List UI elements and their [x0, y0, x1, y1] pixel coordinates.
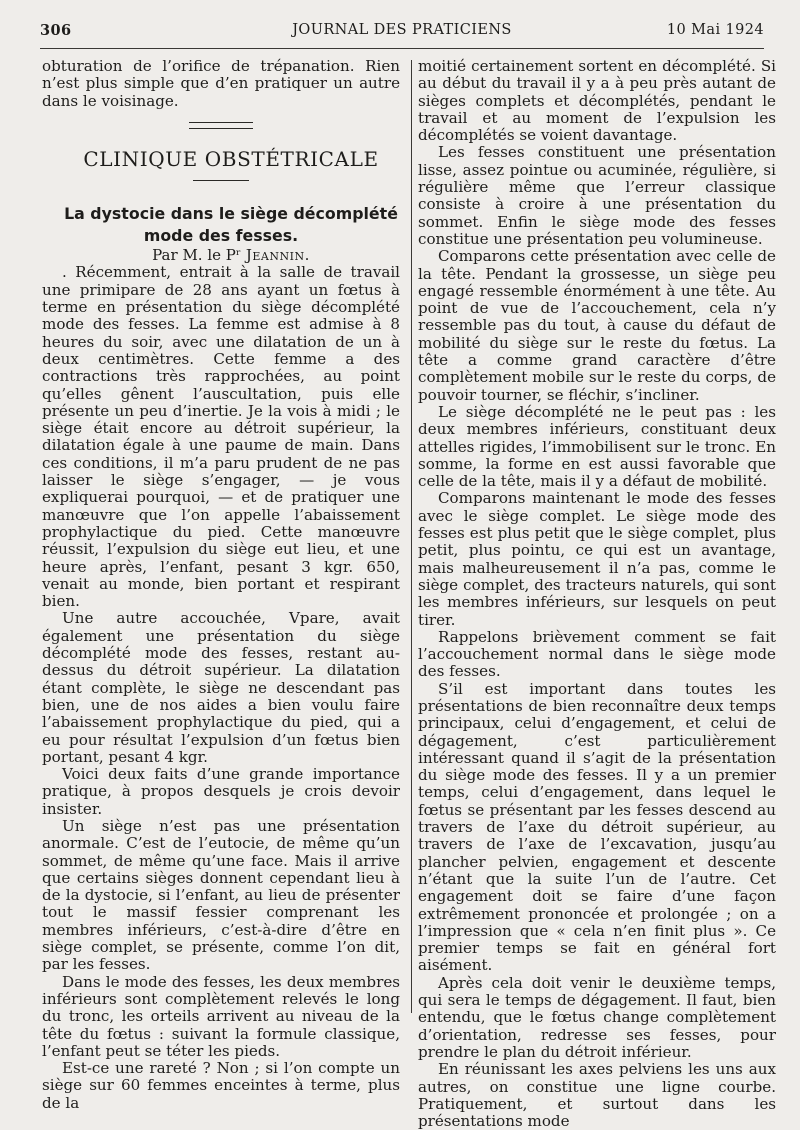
journal-title: JOURNAL DES PRATICIENS: [292, 22, 512, 38]
body-paragraph: Rappelons brièvement comment se fait l’accouchement normal dans le siège mode des fesses.: [418, 627, 776, 681]
body-paragraph: En réunissant les axes pelviens les uns aux autres, on constitue une ligne courbe. Pratiquement, et surtout dans les présentations mode: [418, 1060, 776, 1130]
page-number: 306: [40, 22, 72, 39]
left-column: [42, 58, 400, 1112]
body-paragraph: Un siège n’est pas une présentation anormale. C’est de l’eutocie, de même qu’un sommet, de même qu’une face. Mais il arrive que certains sièges donnent cependant lieu à de la dystocie, si l’enfant, au lieu de présenter tout le massif fessier comprenant les membres inférieurs, c’est-à-dire d’être en siège complet, se présente, comme l’on dit, par les fesses.: [42, 816, 400, 974]
header-rule: [40, 48, 764, 49]
section-title: CLINIQUE OBSTÉTRICALE: [83, 146, 379, 171]
article-title: La dystocie dans le siège décomplété mode des fesses.: [64, 204, 398, 246]
author-prefix: Par M. le Pʳ: [152, 246, 242, 265]
body-paragraph: Comparons cette présentation avec celle de la tête. Pendant la grossesse, un siège peu engagé ressemble énormément à une tête. Au point de vue de l’accouchement, cela n’y ressemble pas du tout, à cause du défaut de mobilité du siège sur le reste du fœtus. La tête a comme grand caractère d’être complètement mobile sur le reste du corps, de pouvoir tourner, se fléchir, s’incliner.: [418, 247, 776, 404]
body-paragraph: Le siège décomplété ne le peut pas : les deux membres inférieurs, constituant deux attelles rigides, l’immobilisent sur le tronc. En somme, la forme en est aussi favorable que celle de la tête, mais il y a défaut de mobilité.: [418, 402, 776, 491]
double-rule-separator: [189, 122, 253, 129]
section-rule: [193, 180, 249, 181]
body-paragraph: Les fesses constituent une présentation lisse, assez pointue ou acuminée, régulière, si régulière même que l’erreur classique consiste à croire à une présentation du sommet. Enfin le siège mode des fesses constitue une présentation peu volumineuse.: [418, 143, 776, 248]
body-paragraph: Après cela doit venir le deuxième temps, qui sera le temps de dégagement. Il faut, bien entendu, que le fœtus change complètement d’orientation, redresse ses fesses, pour prendre le plan du détroit inférieur.: [418, 973, 776, 1061]
issue-date: 10 Mai 1924: [666, 22, 764, 38]
body-paragraph: Voici deux faits d’une grande importance pratique, à propos desquels je crois devoir insister.: [42, 765, 400, 818]
body-paragraph: Dans le mode des fesses, les deux membres inférieurs sont complètement relevés le long du tronc, les orteils arrivent au niveau de la tête du fœtus : suivant la formule classique, l’enfant peut se téter les pieds.: [42, 972, 400, 1060]
body-paragraph: S’il est important dans toutes les présentations de bien reconnaître deux temps principaux, celui d’engagement, et celui de dégagement, c’est particulièrement intéressant quand il s’agit de la présentation du siège mode des fesses. Il y a un premier temps, celui d’engagement, dans lequel le fœtus se présentant par les fesses descend au travers de l’axe du détroit supérieur, au travers de l’axe de l’excavation, jusqu’au plancher pelvien, engagement et descente n’étant que la suite l’un de l’autre. Cet engagement doit se faire d’une façon extrêmement prononcée et prolongée ; on a l’impression que « cela n’en finit plus ». Ce premier temps se fait en général fort aisément.: [418, 679, 776, 975]
column-divider: [411, 60, 412, 1013]
right-column: [418, 58, 776, 1130]
author-name: Jeannin.: [245, 246, 310, 265]
body-paragraph: moitié certainement sortent en décomplété. Si au début du travail il y a à peu près autant de sièges complets et décomplétés, pendant le travail et au moment de l’expulsion les décomplétés se voient davantage.: [418, 57, 776, 145]
continued-paragraph: obturation de l’orifice de trépanation. Rien n’est plus simple que d’en pratiquer un autre dans le voisinage.: [42, 57, 400, 110]
body-paragraph: . Récemment, entrait à la salle de travail une primipare de 28 ans ayant un fœtus à terme en présentation du siège décomplété mode des fesses. La femme est admise à 8 heures du soir, avec une dilatation de un à deux centimètres. Cette femme a des contractions très rapprochées, au point qu’elles gênent l’auscultation, puis elle présente un peu d’inertie. Je la vois à midi ; le siège était encore au détroit supérieur, la dilatation égale à une paume de main. Dans ces conditions, il m’a paru prudent de ne pas laisser le siège s’engager, — je vous expliquerai pourquoi, — et de pratiquer une manœuvre que l’on appelle l’abaissement prophylactique du pied. Cette manœuvre réussit, l’expulsion du siège eut lieu, et une heure après, l’enfant, pesant 3 kgr. 650, venait au monde, bien portant et respirant bien.: [42, 263, 400, 611]
author-line: [42, 247, 400, 264]
body-paragraph: Une autre accouchée, Vpare, avait également une présentation du siège décomplété mode des fesses, restant au-dessus du détroit supérieur. La dilatation étant complète, le siège ne descendant pas bien, une de nos aides a bien voulu faire l’abaissement prophylactique du pied, qui a eu pour résultat l’expulsion d’un fœtus bien portant, pesant 4 kgr.: [42, 609, 400, 766]
running-header: [40, 22, 764, 44]
body-paragraph: Comparons maintenant le mode des fesses avec le siège complet. Le siège mode des fesses est plus petit que le siège complet, plus petit, plus pointu, ce qui est un avantage, mais malheureusement il n’a pas, comme le siège complet, des tracteurs naturels, qui sont les membres inférieurs, sur lesquels on peut tirer.: [418, 489, 776, 629]
body-paragraph: Est-ce une rareté ? Non ; si l’on compte un siège sur 60 femmes enceintes à terme, plus de la: [42, 1059, 400, 1112]
